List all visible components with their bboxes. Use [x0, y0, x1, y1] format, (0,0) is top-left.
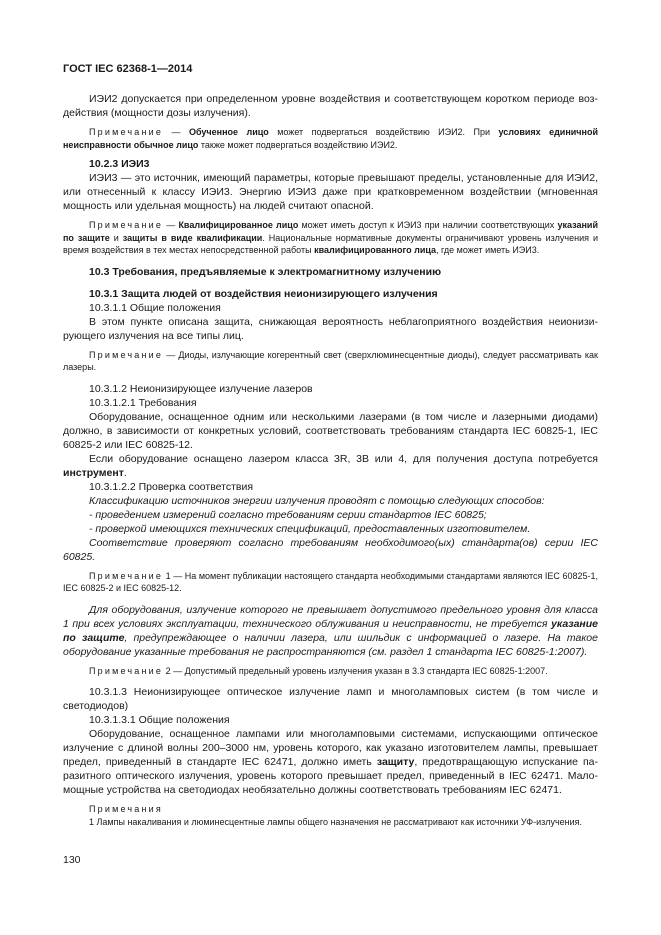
note-text: может иметь доступ к ИЭИ3 при наличии соответствующих: [298, 220, 558, 230]
note-text: , где может иметь ИЭИ3.: [436, 245, 540, 255]
compliance-text: Соответствие проверяют согласно требованиям необходимого(ых) стандарта(ов) серии IEC 60825.: [63, 536, 598, 563]
term-bold: указаний по защите: [63, 220, 598, 243]
subsection-label: 10.3.1.1 Общие положения: [89, 301, 221, 314]
compliance-text: Классификацию источников энергии излучения проводят с помощью следующих способов:: [89, 494, 545, 507]
subsection-label: 10.3.1.2.1 Требования: [89, 396, 197, 409]
compliance-text: [63, 603, 598, 659]
note-text: 1 — На момент публикации настоящего стандарта необходимыми стандартами являются IEC 60825-1, IEC 60825-2 и IEC 60825-12.: [63, 570, 598, 593]
paragraph-text: Для оборудования, излучение которого не превышает допустимого предельного уровня для класса 1 при всех условиях эксплуатации, технического облуживания и неисправности, не требуется: [63, 603, 598, 630]
term-bold: условиях единичной неисправности обычное лицо: [63, 127, 598, 150]
paragraph: В этом пункте описана защита, снижающая вероятность неблагоприятного воздействия неионизирующего излучения на все типы лиц.: [63, 315, 598, 342]
note-text: . Национальные нормативные документы ограничивают уровень излучения и время воздействия в тех местах непосредственной работы: [63, 232, 598, 255]
note-label: Примечание: [89, 349, 164, 360]
term-bold: Квалифицированное лицо: [178, 220, 299, 230]
note: 1 Лампы накаливания и люминесцентные лампы общего назначения не рассматривают как источники УФ-излучения.: [89, 816, 583, 827]
section-heading-10-2-3: 10.2.3 ИЭИ3: [89, 158, 150, 170]
note-text: также может подвергаться воздействию ИЭИ2.: [198, 139, 398, 150]
subsection-label: 10.3.1.2 Неионизирующее излучение лазеров: [89, 382, 313, 395]
term-bold: инструмент: [63, 466, 124, 479]
page-number: 130: [63, 854, 81, 866]
document-body: [63, 92, 598, 828]
paragraph-text: Оборудование, оснащенное лампами или многоламповыми системами, испускающими оптическое излучение с длиной волны 200–3000 нм, уровень которого, как указано изготовителем лампы, превышает предел, приведенный в стандарте IEC 62471, должно иметь: [63, 728, 598, 768]
note-text: 2 — Допустимый предельный уровень излучения указан в 3.3 стандарта IEC 60825-1:2007.: [163, 665, 548, 676]
section-heading-10-3: 10.3 Требования, предъявляемые к электромагнитному излучению: [89, 265, 442, 278]
paragraph: Оборудование, оснащенное одним или несколькими лазерами (в том числе и лазерными диодами) должно, в зависимости от конкретных условий, соответствовать требованиям стандарта IEC 60825-1, IEC 60825-2 или IEC 60825-12.: [63, 410, 598, 451]
term-bold: квалифицированного лица: [314, 245, 437, 255]
paragraph-text: .: [123, 466, 127, 479]
note-dash: —: [163, 220, 179, 230]
note: [63, 219, 598, 257]
paragraph-text: Если оборудование оснащено лазером класса 3R, 3B или 4, для получения доступа потребуется: [89, 452, 598, 465]
paragraph: 10.3.1.3 Неионизирующее оптическое излучение ламп и многоламповых систем (в том числе и светодиодов): [63, 686, 598, 712]
note-dash: —: [163, 127, 189, 137]
note: [63, 126, 598, 151]
note: [63, 665, 598, 678]
subsection-label: 10.3.1.2.2 Проверка соответствия: [89, 480, 254, 493]
note-text: — Диоды, излучающие когерентный свет (сверхлюминесцентные диоды), следует рассматривать как лазеры.: [63, 349, 598, 372]
compliance-list-item: - проведением измерений согласно требованиям серии стандартов IEC 60825;: [89, 508, 487, 521]
note-label: Примечание: [89, 220, 164, 230]
compliance-list-item: - проверкой имеющихся технических спецификаций, предоставленных изготовителем.: [89, 522, 531, 535]
paragraph: ИЭИ2 допускается при определенном уровне воздействия и соответствующем коротком периоде воздействия (мощности дозы излучения).: [63, 93, 598, 119]
document-header: ГОСТ IEC 62368-1—2014: [63, 63, 193, 75]
note: [63, 570, 598, 595]
paragraph-text: , предупреждающее о наличии лазера, или шильдик с информацией о лазере. На такое оборудование указанные требования не распространяются (см. раздел 1 стандарта IEC 60825-1:2007).: [63, 631, 598, 658]
term-bold: Обученное лицо: [188, 127, 269, 137]
note-label: Примечание: [89, 665, 164, 676]
term-bold: защиты в виде квалификации: [122, 232, 263, 243]
term-bold: защиту: [376, 756, 415, 768]
paragraph: ИЭИ3 — это источник, имеющий параметры, которые превышают пределы, установленные для ИЭИ2, или отнесенный к классу ИЭИ3. Энергию ИЭИ3 даже при кратковременном воздействии (мгновенная мощность или удельная мощность) на людей считают опасной.: [63, 172, 598, 212]
note-label: Примечание: [89, 570, 164, 581]
paragraph: [63, 452, 598, 480]
term-bold: указание по защите: [63, 617, 598, 644]
subsection-label: 10.3.1.3.1 Общие положения: [89, 714, 230, 726]
note-text: и: [109, 232, 123, 243]
note: [63, 349, 598, 374]
note-label: Примечание: [89, 127, 164, 137]
paragraph: [63, 727, 598, 797]
notes-label: Примечания: [89, 804, 163, 814]
paragraph-text: , предотвращающую испускание паразитного оптического излучения, уровень которого превышает предел, приведенный в IEC 62471. Маломощные устройства на светодиодах необязательно должны соответствовать требованиям IEC 62471.: [63, 756, 598, 796]
section-heading-10-3-1: 10.3.1 Защита людей от воздействия неионизирующего излучения: [89, 287, 438, 300]
note-text: может подвергаться воздействию ИЭИ2. При: [268, 127, 499, 137]
